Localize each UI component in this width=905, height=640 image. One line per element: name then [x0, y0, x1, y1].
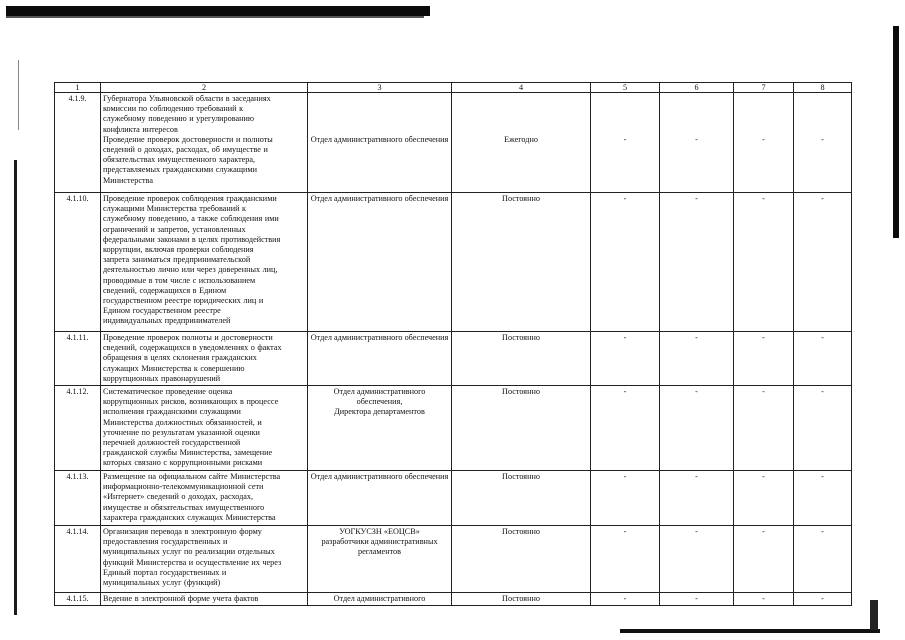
- executor: Отдел административного обеспечения: [308, 93, 452, 193]
- description-line: Систематическое проведение оценка: [103, 387, 233, 397]
- description-line: Проведение проверок соблюдения гражданскими: [103, 194, 277, 203]
- table-row: [55, 471, 852, 526]
- value-cell: -: [734, 526, 794, 593]
- description-line: Размещение на официальном сайте Министерства: [103, 472, 281, 482]
- executor-line: разработчики административных: [321, 537, 438, 547]
- scan-edge-top-thin: [6, 16, 424, 18]
- value-cell: -: [591, 471, 660, 526]
- value-cell: -: [734, 593, 794, 606]
- item-number: 4.1.11.: [55, 332, 101, 386]
- term: Постоянно: [452, 386, 591, 471]
- item-number: 4.1.12.: [55, 386, 101, 471]
- description-line: государственном реестре юридических лиц и: [103, 296, 264, 306]
- measure-description: [101, 386, 308, 471]
- description-line: Губернатора Ульяновской области в заседаниях: [103, 94, 271, 103]
- value-cell: -: [660, 386, 734, 471]
- item-number: 4.1.9.: [55, 93, 101, 193]
- measure-description: [101, 593, 308, 606]
- column-number: 4: [452, 83, 591, 93]
- executor: Отдел административного: [308, 593, 452, 606]
- measure-description: [101, 93, 308, 193]
- description-line: служащими Министерства требований к: [103, 204, 247, 214]
- description-line: деятельностью лично или через доверенных лиц,: [103, 265, 278, 275]
- item-number: 4.1.14.: [55, 526, 101, 593]
- description-line: Ведение в электронной форме учета фактов: [103, 594, 259, 604]
- scan-edge-bottom-corner: [870, 600, 878, 630]
- measures-table: [54, 82, 852, 606]
- value-cell: -: [591, 386, 660, 471]
- value-cell: -: [660, 526, 734, 593]
- term: Постоянно: [452, 332, 591, 386]
- description-line: сведений, содержащихся в уведомлениях о фактах: [103, 343, 282, 353]
- description-line: исполнения гражданскими служащими: [103, 407, 241, 417]
- description-line: имуществе и обязательствах имущественного: [103, 502, 265, 512]
- description-line: функций Министерства и осуществление их через: [103, 557, 282, 567]
- value-cell: -: [794, 471, 852, 526]
- description-line: информационно-телекоммуникационной сети: [103, 482, 264, 492]
- description-line: предоставления государственных и: [103, 537, 228, 547]
- value-cell: -: [591, 93, 660, 193]
- description-line: Министерства: [103, 175, 153, 185]
- executor: Отдел административного обеспечения: [308, 471, 452, 526]
- description-line: Едином государственном реестре: [103, 306, 221, 316]
- scan-edge-right: [893, 26, 899, 238]
- item-number: 4.1.10.: [55, 193, 101, 332]
- value-cell: -: [660, 193, 734, 332]
- table-row: [55, 386, 852, 471]
- description-line: которых связано с коррупционными рисками: [103, 458, 263, 468]
- description-line: гражданской службы Министерства, замещение: [103, 448, 273, 458]
- description-line: коррупционных правонарушений: [103, 373, 221, 383]
- description-line: сведений о доходах, расходах, об имуществе и: [103, 145, 268, 155]
- value-cell: -: [734, 386, 794, 471]
- executor: Отдел административного обеспечения: [308, 193, 452, 332]
- value-cell: -: [660, 593, 734, 606]
- scan-edge-bottom: [620, 629, 880, 633]
- description-line: Проведение проверок полноты и достоверности: [103, 333, 273, 342]
- description-line: обязательствах имущественного характера,: [103, 155, 256, 165]
- term: Постоянно: [452, 526, 591, 593]
- description-line: проводимые в том числе с использованием: [103, 275, 256, 285]
- item-number: 4.1.15.: [55, 593, 101, 606]
- executor: [308, 386, 452, 471]
- column-number-row: [55, 83, 852, 93]
- value-cell: -: [794, 193, 852, 332]
- column-number: 6: [660, 83, 734, 93]
- description-line: Проведение проверок достоверности и полноты: [103, 134, 273, 144]
- term: Постоянно: [452, 193, 591, 332]
- term: Постоянно: [452, 471, 591, 526]
- description-line: Министерства должностных обязанностей, и: [103, 417, 262, 427]
- value-cell: -: [794, 526, 852, 593]
- description-line: муниципальных услуг (функций): [103, 578, 221, 588]
- value-cell: -: [734, 471, 794, 526]
- description-line: сведений, содержащихся в Едином: [103, 285, 227, 295]
- description-line: уточнение по результатам указанной оценки: [103, 427, 260, 437]
- column-number: 8: [794, 83, 852, 93]
- value-cell: -: [794, 593, 852, 606]
- description-line: комиссии по соблюдению требований к: [103, 104, 244, 114]
- table-row: [55, 93, 852, 193]
- description-line: коррупции, включая проверки соблюдения: [103, 245, 254, 255]
- term: Ежегодно: [452, 93, 591, 193]
- measure-description: [101, 332, 308, 386]
- scan-edge-left-thin: [18, 60, 19, 130]
- description-line: обращения в целях склонения гражданских: [103, 353, 257, 363]
- value-cell: -: [734, 193, 794, 332]
- item-number: 4.1.13.: [55, 471, 101, 526]
- value-cell: -: [794, 93, 852, 193]
- table-row: [55, 526, 852, 593]
- description-line: представляемых гражданскими служащими: [103, 165, 257, 175]
- column-number: 3: [308, 83, 452, 93]
- scan-edge-top: [6, 6, 430, 16]
- value-cell: -: [591, 193, 660, 332]
- executor-line: УОГКУСЗН «ЕОЦСВ»: [339, 527, 420, 537]
- description-line: Единый портал государственных и: [103, 567, 227, 577]
- column-number: 5: [591, 83, 660, 93]
- table-row: [55, 332, 852, 386]
- value-cell: -: [794, 332, 852, 386]
- measure-description: [101, 471, 308, 526]
- measure-description: [101, 526, 308, 593]
- value-cell: -: [734, 93, 794, 193]
- measure-description: [101, 193, 308, 332]
- column-number: 2: [101, 83, 308, 93]
- executor: [308, 526, 452, 593]
- term: Постоянно: [452, 593, 591, 606]
- value-cell: -: [591, 526, 660, 593]
- description-line: индивидуальных предпринимателей: [103, 316, 231, 326]
- column-number: 1: [55, 83, 101, 93]
- table-row: [55, 193, 852, 332]
- description-line: ограничений и запретов, установленных: [103, 224, 246, 234]
- executor-line: регламентов: [357, 547, 401, 557]
- description-line: муниципальных услуг по реализации отдельных: [103, 547, 275, 557]
- description-line: запрета заниматься предпринимательской: [103, 255, 251, 265]
- value-cell: -: [591, 332, 660, 386]
- description-line: федеральными законами в целях противодействия: [103, 234, 281, 244]
- value-cell: -: [660, 93, 734, 193]
- description-line: служащих Министерства к совершению: [103, 363, 245, 373]
- description-line: коррупционных рисков, возникающих в процессе: [103, 397, 279, 407]
- value-cell: -: [794, 386, 852, 471]
- description-line: Организация перевода в электронную форму: [103, 527, 262, 537]
- column-number: 7: [734, 83, 794, 93]
- description-line: «Интернет» сведений о доходах, расходах,: [103, 492, 254, 502]
- executor-line: обеспечения,: [356, 397, 403, 407]
- description-line: служебному поведению, а также соблюдения ими: [103, 214, 279, 224]
- table-row: [55, 593, 852, 606]
- value-cell: -: [734, 332, 794, 386]
- description-line: конфликта интересов: [103, 124, 178, 134]
- description-line: перечней должностей государственной: [103, 438, 241, 448]
- executor-line: Директора департаментов: [334, 407, 425, 417]
- executor: Отдел административного обеспечения: [308, 332, 452, 386]
- value-cell: -: [660, 332, 734, 386]
- scan-edge-left: [14, 160, 17, 615]
- description-line: служебному поведению и урегулированию: [103, 114, 255, 124]
- value-cell: -: [660, 471, 734, 526]
- description-line: характера гражданских служащих Министерства: [103, 512, 276, 522]
- executor-line: Отдел административного: [333, 387, 426, 397]
- value-cell: -: [591, 593, 660, 606]
